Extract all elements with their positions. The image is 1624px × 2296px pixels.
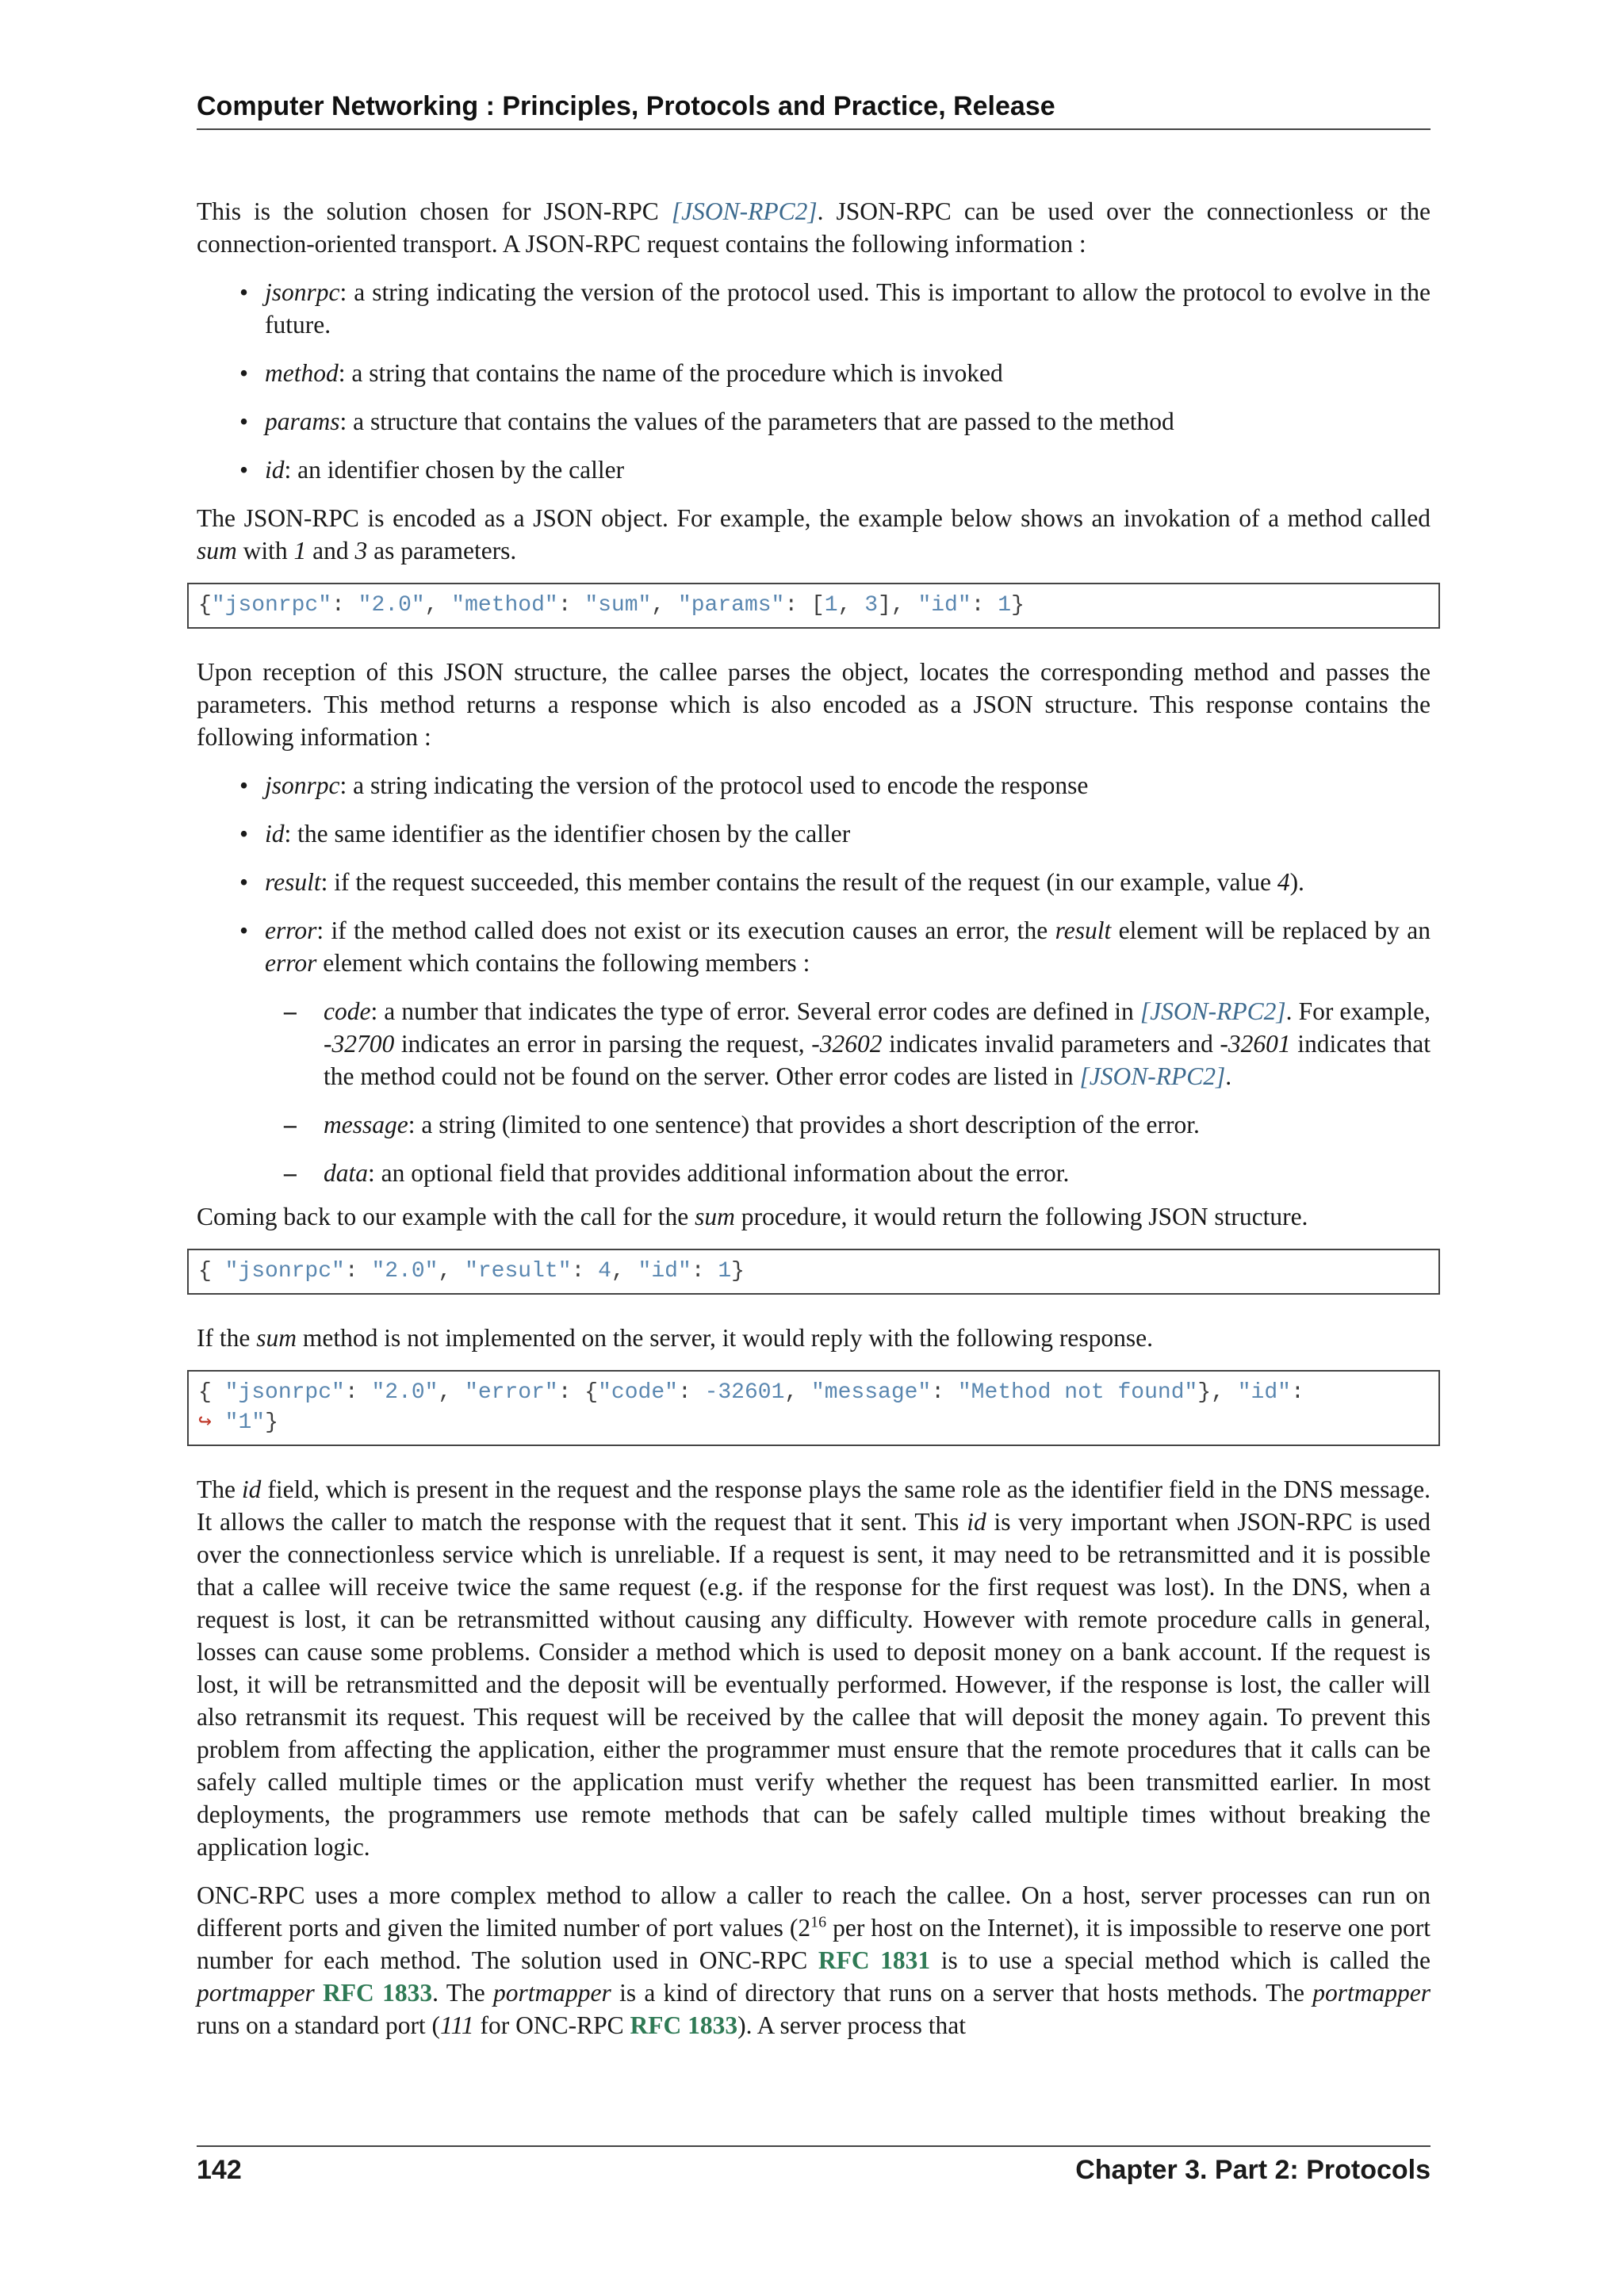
- rfc-link[interactable]: RFC 1833: [323, 1979, 433, 2007]
- encoding-paragraph: The JSON-RPC is encoded as a JSON object. For example, the example below shows an invokation of a method called sum with 1 and 3 as parameters.: [197, 504, 1431, 564]
- id-field-paragraph: The id field, which is present in the request and the response plays the same role as the identifier field in the DNS message. It allows the caller to match the response with the request that it sent. This id is very important when JSON-RPC is used over the connectionless service which is unreliable. If a request is sent, it may need to be retransmitted and it is possible that a callee will receive twice the same request (e.g. if the response for the first request was lost). In the DNS, when a request is lost, it can be retransmitted without causing any difficulty. However with remote procedure calls in general, losses can cause some problems. Consider a method which is used to deposit money on a bank account. If the request is lost, it will be retransmitted and the deposit will be eventually performed. However, if the response is lost, the caller will also retransmit its request. This request will be received by the callee that will deposit the money again. To prevent this problem from affecting the application, either the programmer must ensure that the remote procedures that it calls can be safely called multiple times or the application must verify whether the request has been transmitted earlier. In most deployments, the programmers use remote methods that can be safely called multiple times without breaking the application logic.: [197, 1475, 1431, 1861]
- code-block: { "jsonrpc": "2.0", "error": {"code": -32601, "message": "Method not found"}, "id": ↪ "1"}: [187, 1370, 1440, 1446]
- citation-link[interactable]: [JSON-RPC2]: [1139, 997, 1286, 1025]
- not-implemented-paragraph: If the sum method is not implemented on the server, it would reply with the following response.: [197, 1324, 1154, 1352]
- onc-rpc-paragraph: ONC-RPC uses a more complex method to allow a caller to reach the callee. On a host, server processes can run on different ports and given the limited number of port values ($2^{16}$ per host on the Internet), it is impossible to reserve one port number for each method. The solution used in ONC-RPC RFC 1831 is to use a special method which is called the portmapper RFC 1833. The portmapper is a kind of directory that runs on a server that hosts methods. The portmapper runs on a standard port (111 for ONC-RPC RFC 1833). A server process that: [197, 1881, 1431, 2039]
- code-block: { "jsonrpc": "2.0", "result": 4, "id": 1}: [187, 1249, 1440, 1295]
- list-item: • params: a structure that contains the values of the parameters that are passed to the method: [197, 405, 1431, 438]
- running-header: [197, 89, 1431, 130]
- line-continuation-icon: ↪: [198, 1410, 212, 1435]
- response-fields-list: [197, 769, 1431, 1189]
- request-code-block: [197, 583, 1431, 629]
- book-title: Computer Networking : Principles, Protocols and Practice, Release: [197, 91, 1055, 121]
- running-footer: [197, 2145, 1431, 2186]
- rfc-link[interactable]: RFC 1833: [630, 2011, 738, 2039]
- sum-return-paragraph: Coming back to our example with the call for the sum procedure, it would return the following JSON structure.: [197, 1203, 1308, 1230]
- list-item: • jsonrpc: a string indicating the version of the protocol used. This is important to allow the protocol to evolve in the future.: [197, 276, 1431, 341]
- list-item: • id: the same identifier as the identifier chosen by the caller: [197, 817, 1431, 850]
- list-item: – data: an optional field that provides additional information about the error.: [265, 1157, 1431, 1189]
- list-item: • id: an identifier chosen by the caller: [197, 453, 1431, 486]
- request-fields-list: [197, 276, 1431, 486]
- list-item: • jsonrpc: a string indicating the version of the protocol used to encode the response: [197, 769, 1431, 802]
- response-code-block: [197, 1249, 1431, 1295]
- intro-paragraph: This is the solution chosen for JSON-RPC [JSON-RPC2]. JSON-RPC can be used over the connectionless or the connection-oriented transport. A JSON-RPC request contains the following information :: [197, 197, 1431, 258]
- error-code-block: [197, 1370, 1431, 1446]
- list-item: • error: if the method called does not exist or its execution causes an error, the result element will be replaced by an error element which contains the following members : – code: a number that indicates the type of error. Several error codes are defined in [JSON-RPC2]. For example, -32700 indicates an error in parsing the request, -32602 indicates invalid parameters and -32601 indicates that the method could not be found on the server. Other error codes are listed in [JSON-RPC2]. – message: a string (limited to one sentence) that provides a short description of the error. – data: an optional field that provides additional information about the error.: [197, 914, 1431, 1189]
- page-body: [197, 195, 1431, 2057]
- code-block: {"jsonrpc": "2.0", "method": "sum", "params": [1, 3], "id": 1}: [187, 583, 1440, 629]
- chapter-title: Chapter 3. Part 2: Protocols: [1075, 2155, 1431, 2185]
- rfc-link[interactable]: RFC 1831: [818, 1946, 931, 1974]
- list-item: – code: a number that indicates the type of error. Several error codes are defined in [JSON-RPC2]. For example, -32700 indicates an error in parsing the request, -32602 indicates invalid parameters and -32601 indicates that the method could not be found on the server. Other error codes are listed in [JSON-RPC2].: [265, 995, 1431, 1093]
- list-item: – message: a string (limited to one sentence) that provides a short description of the error.: [265, 1108, 1431, 1141]
- page-number: 142: [197, 2155, 242, 2185]
- list-item: • result: if the request succeeded, this member contains the result of the request (in our example, value 4).: [197, 866, 1431, 898]
- error-members-list: [265, 995, 1431, 1189]
- list-item: • method: a string that contains the name of the procedure which is invoked: [197, 357, 1431, 389]
- citation-link[interactable]: [JSON-RPC2]: [1079, 1062, 1226, 1090]
- response-intro-paragraph: Upon reception of this JSON structure, the callee parses the object, locates the corresponding method and passes the parameters. This method returns a response which is also encoded as a JSON structure. This response contains the following information :: [197, 658, 1431, 751]
- citation-link[interactable]: [JSON-RPC2]: [671, 197, 818, 225]
